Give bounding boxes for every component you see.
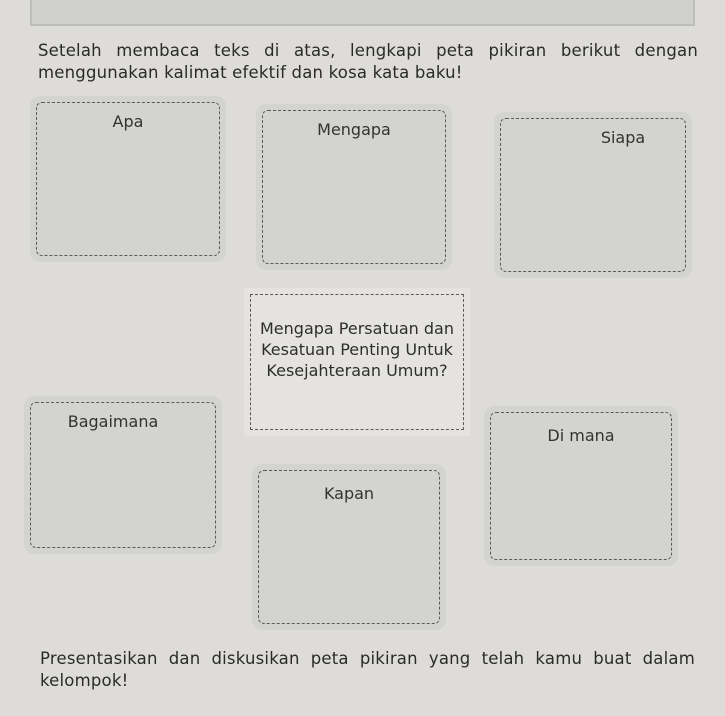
- central-topic-label: Mengapa Persatuan dan Kesatuan Penting Untuk Kesejahteraan Umum?: [260, 319, 454, 380]
- central-topic-box: [244, 288, 470, 436]
- box-siapa[interactable]: [494, 112, 692, 278]
- box-apa[interactable]: [30, 96, 226, 262]
- box-di-mana-label: Di mana: [547, 426, 615, 445]
- box-bagaimana[interactable]: [24, 396, 222, 554]
- box-mengapa[interactable]: [256, 104, 452, 270]
- box-di-mana[interactable]: [484, 406, 678, 566]
- box-kapan-label: Kapan: [323, 484, 375, 503]
- box-apa-label: Apa: [112, 112, 144, 131]
- box-bagaimana-label: Bagaimana: [67, 412, 159, 431]
- previous-text-strip: [30, 0, 695, 26]
- box-siapa-label: Siapa: [600, 128, 646, 147]
- box-mengapa-label: Mengapa: [317, 120, 391, 139]
- footer-instruction: Presentasikan dan diskusikan peta pikiran yang telah kamu buat dalam kelompok!: [40, 649, 695, 690]
- instruction-text: Setelah membaca teks di atas, lengkapi peta pikiran berikut dengan menggunakan kalimat efektif dan kosa kata baku!: [38, 41, 698, 82]
- box-kapan[interactable]: [252, 464, 446, 630]
